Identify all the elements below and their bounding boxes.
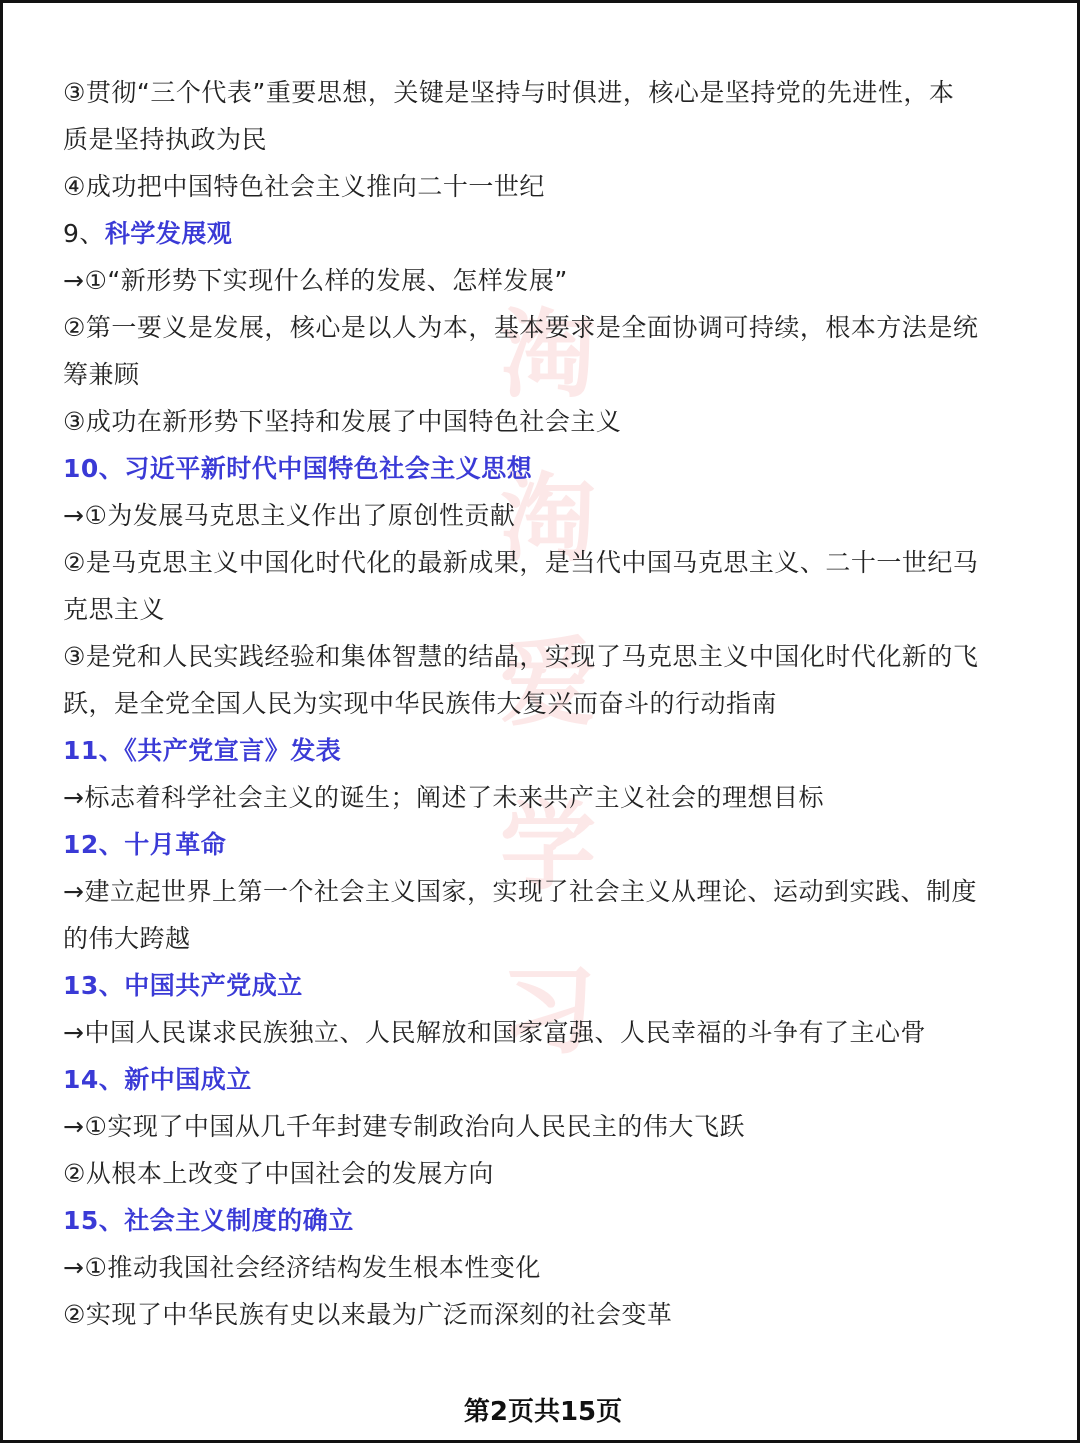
section-heading <box>63 962 1008 1009</box>
body-text-line: →①实现了中国从几千年封建专制政治向人民民主的伟大飞跃 <box>63 1112 745 1141</box>
body-text-line: ③是党和人民实践经验和集体智慧的结晶，实现了马克思主义中国化时代化新的飞 <box>63 642 979 671</box>
page-number: 第2页共15页 <box>463 1397 623 1427</box>
section-number: 15、 <box>63 1206 125 1235</box>
body-text-line: ②从根本上改变了中国社会的发展方向 <box>63 1159 494 1188</box>
body-text-line: →建立起世界上第一个社会主义国家，实现了社会主义从理论、运动到实践、制度 <box>63 877 977 906</box>
section-number: 13、 <box>63 971 125 1000</box>
body-text-line: →①推动我国社会经济结构发生根本性变化 <box>63 1253 541 1282</box>
section-title: 社会主义制度的确立 <box>124 1206 354 1235</box>
watermark-char: 爱 <box>500 626 596 739</box>
section-number: 14、 <box>63 1065 125 1094</box>
section-title: 中国共产党成立 <box>124 971 303 1000</box>
section-number: 11、 <box>63 736 125 765</box>
section-title: 《共产党宣言》发表 <box>124 736 342 765</box>
section-title: 新中国成立 <box>124 1065 252 1094</box>
body-text-line: 克思主义 <box>63 595 166 624</box>
body-text-line: →①“新形势下实现什么样的发展、怎样发展” <box>63 266 568 295</box>
body-text-line: 质是坚持执政为民 <box>63 125 268 154</box>
section-heading <box>63 445 1008 492</box>
section-heading <box>63 210 1008 257</box>
body-text-line: 的伟大跨越 <box>63 924 191 953</box>
section-title: 十月革命 <box>124 830 227 859</box>
body-text-line: →标志着科学社会主义的诞生；阐述了未来共产主义社会的理想目标 <box>63 783 824 812</box>
section-heading <box>63 727 1008 774</box>
watermark-char: 学 <box>500 790 596 903</box>
document-content <box>63 69 1008 1338</box>
body-text-line: 筹兼顾 <box>63 360 140 389</box>
section-number: 12、 <box>63 830 125 859</box>
section-title: 习近平新时代中国特色社会主义思想 <box>124 454 533 483</box>
body-text-line: →中国人民谋求民族独立、人民解放和国家富强、人民幸福的斗争有了主心骨 <box>63 1018 926 1047</box>
section-heading <box>63 1056 1008 1103</box>
body-text-line: ②实现了中华民族有史以来最为广泛而深刻的社会变革 <box>63 1300 673 1329</box>
body-text-line: ②第一要义是发展，核心是以人为本，基本要求是全面协调可持续，根本方法是统 <box>63 313 979 342</box>
body-text-line: ④成功把中国特色社会主义推向二十一世纪 <box>63 172 545 201</box>
body-text-line: →①为发展马克思主义作出了原创性贡献 <box>63 501 516 530</box>
body-text-line: ③贯彻“三个代表”重要思想，关键是坚持与时俱进，核心是坚持党的先进性，本 <box>63 78 955 107</box>
body-text-line: ②是马克思主义中国化时代化的最新成果，是当代中国马克思主义、二十一世纪马 <box>63 548 979 577</box>
section-title: 科学发展观 <box>104 219 233 248</box>
watermark-char: 淘 <box>500 298 596 411</box>
body-text-line: 跃，是全党全国人民为实现中华民族伟大复兴而奋斗的行动指南 <box>63 689 778 718</box>
section-number: 9、 <box>63 219 105 248</box>
body-text-line: ③成功在新形势下坚持和发展了中国特色社会主义 <box>63 407 622 436</box>
watermark-char: 淘 <box>500 462 596 575</box>
section-heading <box>63 1197 1008 1244</box>
section-heading <box>63 821 1008 868</box>
watermark-char: 习 <box>500 954 596 1067</box>
section-number: 10、 <box>63 454 125 483</box>
